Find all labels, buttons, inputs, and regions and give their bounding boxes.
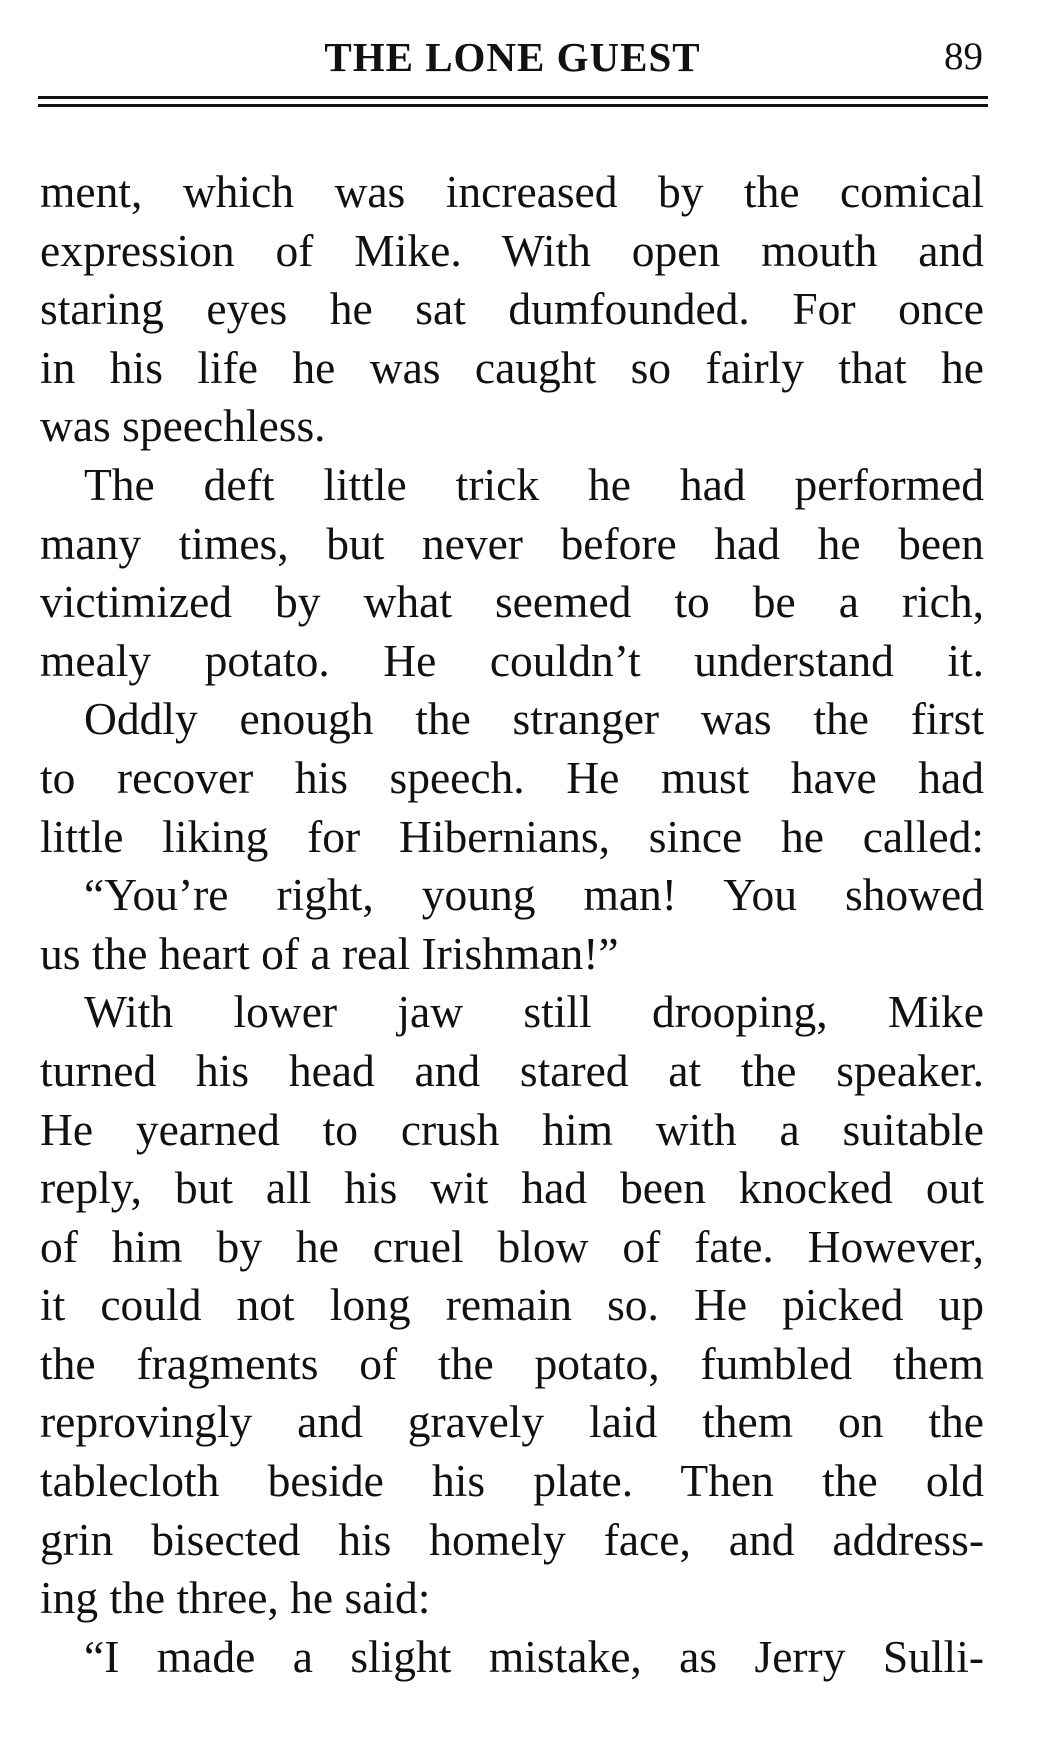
text-line: the fragments of the potato, fumbled them	[40, 1337, 984, 1389]
text-line: ment, which was increased by the comical	[40, 166, 984, 217]
text-line: us the heart of a real Irishman!”	[40, 927, 619, 979]
header-rule	[38, 96, 988, 110]
text-line: of him by he cruel blow of fate. However,	[40, 1220, 984, 1272]
header-rule-line-top	[38, 96, 988, 99]
text-line: tablecloth beside his plate. Then the old	[40, 1455, 984, 1507]
text-line: to recover his speech. He must have had	[40, 751, 984, 803]
running-header	[40, 32, 985, 82]
text-line: was speechless.	[40, 400, 326, 452]
text-line: little liking for Hibernians, since he called:	[40, 810, 984, 862]
text-line: With lower jaw still drooping, Mike	[84, 986, 984, 1038]
text-line: “I made a slight mistake, as Jerry Sulli-	[84, 1630, 984, 1682]
text-line: He yearned to crush him with a suitable	[40, 1103, 984, 1155]
text-line: grin bisected his homely face, and address-	[40, 1513, 984, 1565]
text-line: in his life he was caught so fairly that he	[40, 341, 984, 393]
text-line: mealy potato. He couldn’t understand it.	[40, 634, 984, 686]
text-line: staring eyes he sat dumfounded. For once	[40, 283, 984, 335]
text-line: The deft little trick he had performed	[84, 458, 984, 510]
text-line: many times, but never before had he been	[40, 517, 984, 569]
text-line: reply, but all his wit had been knocked out	[40, 1162, 984, 1214]
text-line: turned his head and stared at the speaker.	[40, 1044, 984, 1096]
text-line: reprovingly and gravely laid them on the	[40, 1396, 984, 1448]
page-number: 89	[944, 35, 983, 78]
text-line: Oddly enough the stranger was the first	[84, 693, 984, 745]
text-line: “You’re right, young man! You showed	[84, 869, 984, 921]
header-rule-line-bottom	[38, 104, 988, 107]
text-line: it could not long remain so. He picked up	[40, 1279, 984, 1331]
body-text	[40, 163, 984, 1686]
text-line: ing the three, he said:	[40, 1572, 431, 1624]
text-line: victimized by what seemed to be a rich,	[40, 576, 984, 628]
running-title: THE LONE GUEST	[324, 34, 701, 80]
text-line: expression of Mike. With open mouth and	[40, 224, 984, 276]
